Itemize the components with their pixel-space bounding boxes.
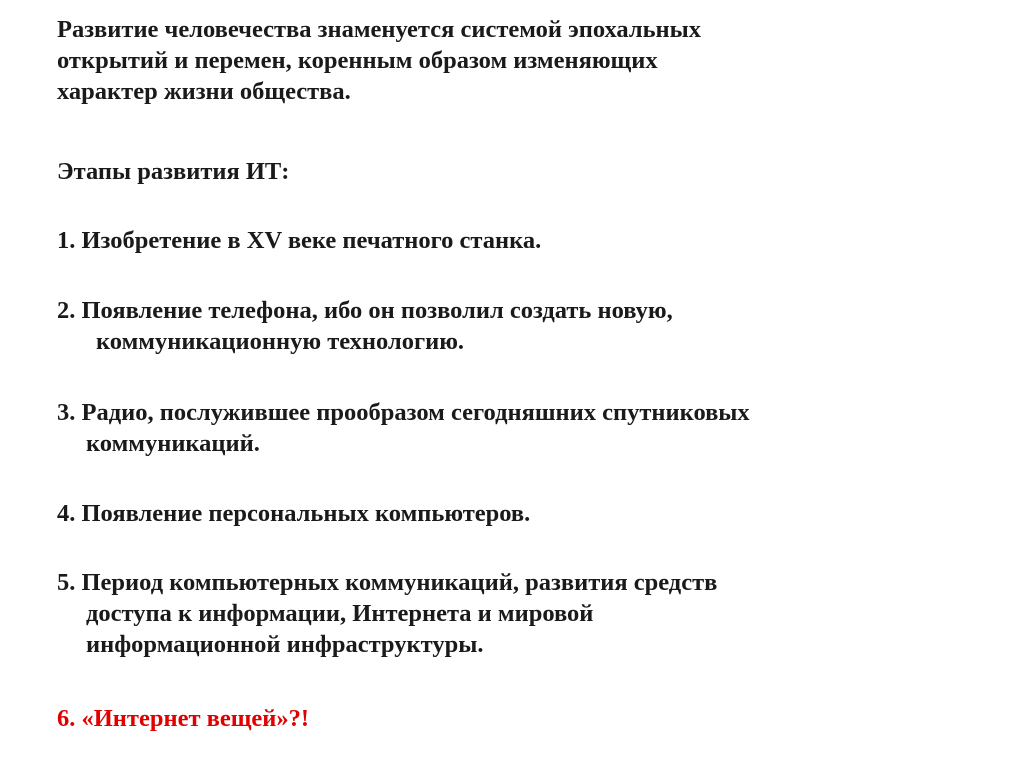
list-item-line: 3. Радио, послужившее прообразом сегодняшних спутниковых [57, 399, 750, 426]
list-item-line: информационной инфраструктуры. [86, 631, 484, 658]
stages-heading: Этапы развития ИТ: [57, 158, 290, 185]
intro-line: характер жизни общества. [57, 78, 351, 105]
list-item-3 [57, 397, 750, 459]
list-item-2 [57, 295, 673, 357]
list-item-4 [57, 498, 530, 529]
list-item-line: 1. Изобретение в XV веке печатного станка. [57, 227, 542, 254]
list-item-5 [57, 567, 717, 660]
intro-line: открытий и перемен, коренным образом изменяющих [57, 47, 658, 74]
intro-paragraph [57, 14, 701, 107]
list-item-line: 4. Появление персональных компьютеров. [57, 500, 531, 527]
list-item-line: коммуникаций. [86, 430, 260, 457]
list-item-line: 6. «Интернет вещей»?! [57, 705, 310, 732]
list-item-1 [57, 225, 541, 256]
intro-line: Развитие человечества знаменуется системой эпохальных [57, 16, 702, 43]
list-item-line: доступа к информации, Интернета и мировой [86, 600, 594, 627]
list-item-6-highlighted [57, 703, 309, 734]
list-item-line: 2. Появление телефона, ибо он позволил создать новую, [57, 297, 673, 324]
list-item-line: 5. Период компьютерных коммуникаций, развития средств [57, 569, 718, 596]
list-item-line: коммуникационную технологию. [96, 328, 465, 355]
